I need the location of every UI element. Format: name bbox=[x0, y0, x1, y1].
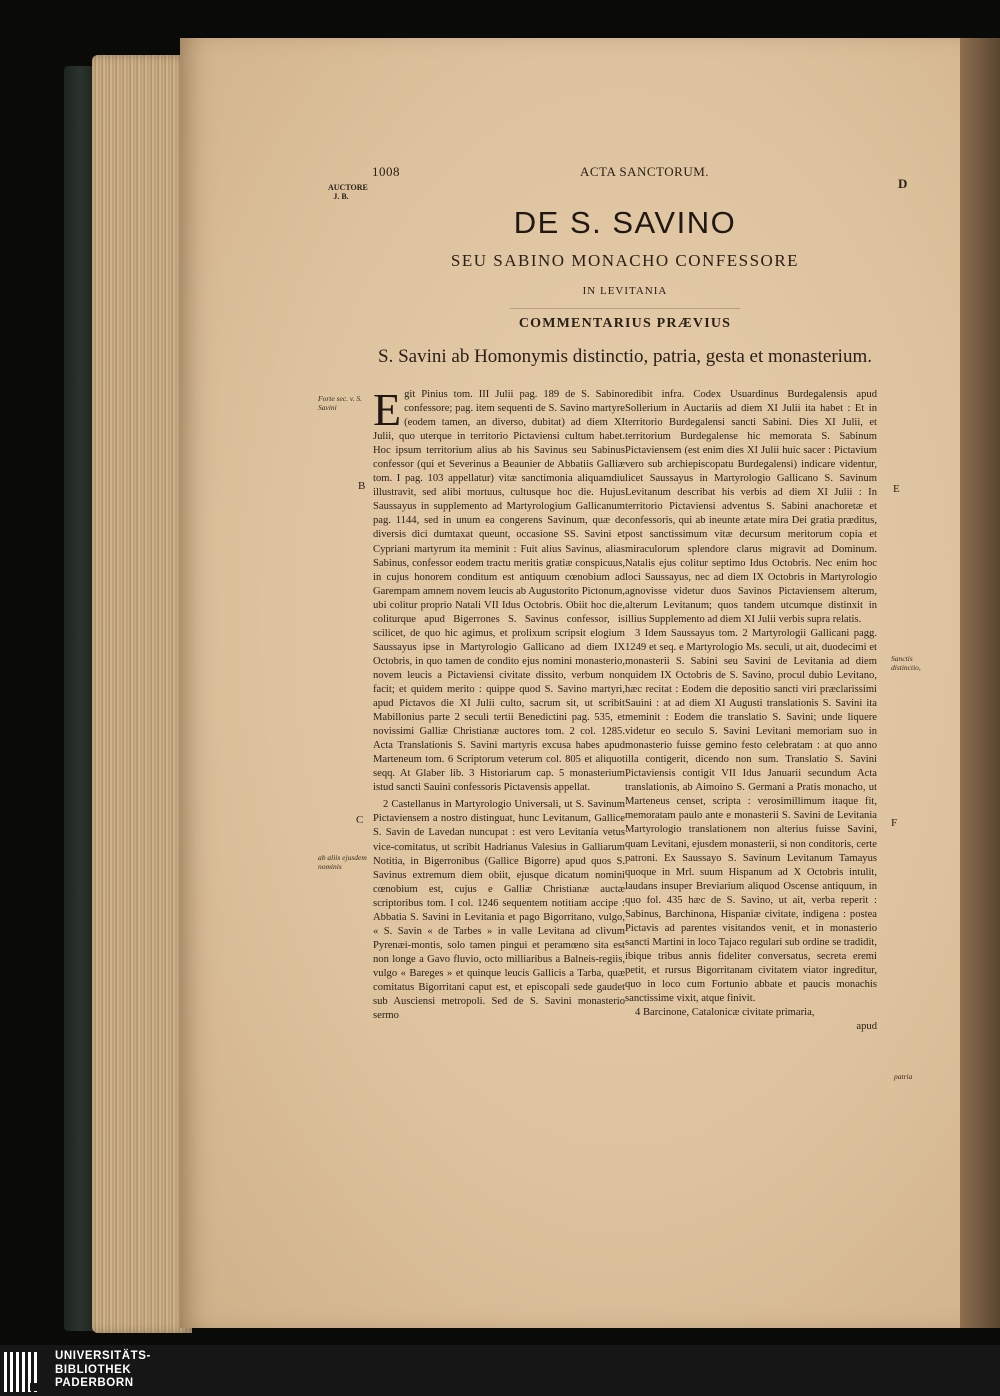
margin-letter-c: C bbox=[356, 814, 364, 826]
article-subtitle: SEU SABINO MONACHO CONFESSORE bbox=[450, 251, 800, 270]
left-paragraph-1 bbox=[373, 384, 625, 795]
margin-note-ab-aliis: ab aliis ejusdem nominis bbox=[318, 853, 367, 871]
corner-letter: D bbox=[898, 176, 908, 191]
library-name bbox=[55, 1350, 151, 1391]
title-rule bbox=[510, 308, 740, 309]
right-column bbox=[625, 388, 877, 1034]
next-page-edge bbox=[960, 38, 1000, 1328]
left-paragraph-2: 2 Castellanus in Martyrologio Universali, ut S. Savinum Pictaviensem a nostro distinguat, hunc Levitanum, Gallice S. Savin de Lavedan nuncupat : est vero Levitania vetus vice-comitatus, ut scribit Hadrianus Valesius in Galliarum Notitia, in Bigerronibus (Gallice Bigorre) apud quos S. Savinus extremum diem obiit, ejusque dicatum nomini cœnobium est, cujus e Galliæ Christianæ auctæ scriptoribus tom. I col. 1246 sequentem notitiam accipe : Abbatia S. Savini in Levitania et pago Bigorritano, vulgo, « S. Savin « de Tarbes » in valle Levitana ad clivum Pyrenæi-montis, solo tamen pingui et peramœno sita est non longe a Gavo fluvio, octo milliaribus a Balneis-regiis, vulgo « Bareges » et quinque leucis Gallicis a Tarba, quæ comitatus Bigorritani caput est, et episcopali sede gaudet sub Ausciensi metropoli. Sed de S. Savini monasterio sermo bbox=[373, 799, 625, 1022]
section-heading: S. Savini ab Homonymis distinctio, patria, gesta et monasterium. bbox=[378, 346, 872, 367]
article-place: IN LEVITANIA bbox=[582, 285, 668, 297]
right-paragraph-2: 3 Idem Saussayus tom. 2 Martyrologii Gallicani pagg. 1249 et seq. e Martyrologio Ms. seculi, ut ait, duodecimi et monasterii S. Sabini seu Savini de Levitania ad diem quidem IX Octobris de S. Savino, procul dubio Levitano, hæc recitat : Eodem die depositio sancti viri præclarissimi Sauini : at ad diem XI Augusti translationis S. Savini ita meminit : Eodem die translatio S. Savini; unde liquere videtur eo seculo S. Savini Levitani memoriam suo in monasterio fuisse gemino festo celebratam : at quo anno illa contigerit, dicendo non sum. Translatio S. Savini Pictaviensis contigit VII Idus Januarii secundum Acta translationis, ab Aimoino S. Germani a Pratis monacho, ut Marteneus censet, scripta : verosimillimum itaque fit, memoratam paulo ante e monasterii S. Savini de Levitania Martyrologio translationem non alterius fuisse Savini, quam Levitani, ejusdem monasterii, si non conditoris, certe patroni. Ex Saussayo S. Savinum Levitanum Tamayus quoque in Mrl. suum Hispanum ad X Octobris intulit, laudans insuper Breviarium aliquod Oscense antiquum, in quo fol. 435 hæc de S. Savino, ut ait, verba reperit : Sabinus, Barchinona, Hispaniæ civitate, indigena : postea Pictavis ad parentes visitandos venit, et in monasterio sancti Martini in loco Tajaco regulari sub ordine se tradidit, ibique tribus annis fideliter conversatus, secreta eremi petit, et rursus Bigorritanam civitatem viator ingreditur, quo in loco cum Fortunio abbate et paucis monachis sanctissime vixit, atque finivit. bbox=[625, 627, 877, 1005]
catchword: apud bbox=[856, 1021, 877, 1033]
left-paragraph-1-text: git Pinius tom. III Julii pag. 189 de S. Sabino confessore; pag. item sequenti de S. Savino martyre (eodem tamen, an diverso, dubitat) ad diem XI Julii, quo uterque in territorio Pictaviensi cultum habet. Hoc ipsum territorium alius ab his Savinus seu Sabinus confessor (qui et Severinus a Beaunier de Abbatiis Galliæ tom. I pag. 103 appellatur) vitæ sanctimonia aliquamdiu illustravit, sed alibi mortuus, cultusque hoc die. Hujus Saussayus in supplemento ad Martyrologium Gallicanum pag. 1144, sed in unum ea congerens Savinum, quæ de diversis dici dumtaxat queunt, occasione SS. Savini et Cypriani martyrum ita meminit : Fuit alius Savinus, alias Sabinus, confessor eodem tractu meritis gratiæ conspicuus, in cujus honorem conditum est antiquum cœnobium ad Garempam amnem novem leucis ab Augustorito Pictonum, ubi colitur proprio Natali VII Idus Octobris. Obiit hoc die, coliturque apud Bigerrones S. Savinus confessor, is scilicet, de quo hic agimus, et prolixum scripsit elogium Saussayus ipse in Martyrologio Gallicano ad diem IX Octobris, in quo tamen de condito ejus nomini monasterio, novem leucis a Pictaviensi civitate dissito, verbum non facit; et quidem merito : quippe quod S. Savino martyri, apud Pictavos die XI Julii culto, sacrum sit, ut scribit Mabillonius parte 2 seculi tertii Benedictini pag. 535, et novissimi Galliæ Christianæ auctores tom. 2 col. 1285. Acta Translationis S. Savini martyris excusa habes apud Marteneum tom. 6 Scriptorum veterum col. 805 et aliquot seqq. At Glaber lib. 3 Historiarum cap. 5 monasterium istud sancti Sauini confessoris Pictavensis appellat. bbox=[373, 389, 625, 794]
margin-note-sanctis: Sanctis distinctio, bbox=[891, 654, 921, 672]
drop-cap: E bbox=[373, 384, 402, 435]
library-name-line-2: BIBLIOTHEK bbox=[55, 1363, 132, 1376]
article-title: DE S. SAVINO bbox=[513, 205, 737, 240]
commentarius-heading: COMMENTARIUS PRÆVIUS bbox=[518, 316, 732, 331]
left-column bbox=[373, 384, 625, 1023]
margin-note-forte: Forte sec. v. S. Savini bbox=[318, 394, 363, 412]
author-tag: AUCTORE J. B. bbox=[328, 183, 368, 201]
page-edges bbox=[92, 55, 192, 1333]
library-name-line-1: UNIVERSITÄTS- bbox=[55, 1350, 151, 1362]
library-logo-icon bbox=[0, 1345, 44, 1396]
margin-letter-f: F bbox=[891, 817, 898, 829]
margin-note-patria: patria bbox=[894, 1072, 913, 1081]
right-paragraph-3: 4 Barcinone, Catalonicæ civitate primaria, bbox=[635, 1007, 815, 1019]
library-name-line-3: PADERBORN bbox=[55, 1377, 134, 1389]
margin-letter-b: B bbox=[358, 480, 366, 492]
margin-letter-e: E bbox=[893, 483, 900, 495]
running-head: ACTA SANCTORUM. bbox=[580, 164, 710, 179]
page-number: 1008 bbox=[372, 164, 400, 179]
right-paragraph-1: redibit infra. Codex Usuardinus Burdegalensis apud Sollerium in Auctariis ad diem XI Julii ita habet : Et in territorio Burdegalensi sancti Sabini. Dies XI Julii, et territorium Burdegalense hic memorata S. Sabinum Pictaviensem (est enim dies XI Julii huic sacer : Pictavium vero sub archiepiscopatu Burdegalensi) indicare videntur, licet Saussayus in Martyrologio Gallicano S. Savinum Levitanum describat his verbis ad diem XI Julii : In territorio Pictaviensi adventus S. Sabini anachoretæ et confessoris, qui ab ineunte ætate mira Dei gratia præditus, post sanctissimum vitæ decursum meritorum copia et miraculorum splendore clarus migravit ad Dominum. Natalis ejus colitur septimo Idus Octobris. Nec enim hoc loci Saussayus, nec ad diem IX Octobris in Martyrologio agnovisse videtur duos Savinos Pictaviensem alterum, alterum Levitanum; quos tandem utcumque distinxit in illius Supplemento ad diem XI Julii verbis supra relatis. bbox=[625, 389, 877, 625]
